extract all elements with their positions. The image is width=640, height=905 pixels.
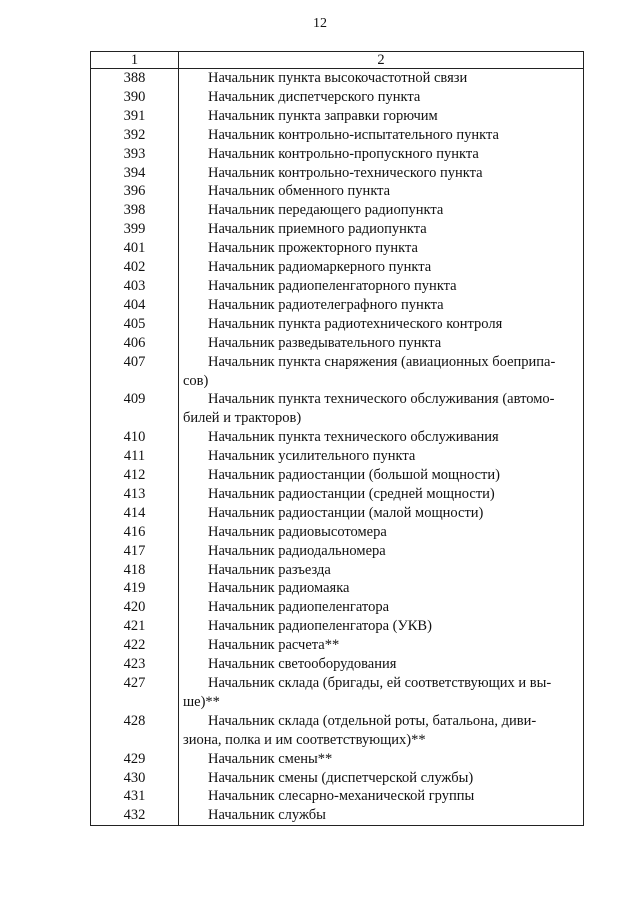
row-title (179, 88, 584, 107)
row-code: 392 (91, 126, 179, 145)
row-code: 421 (91, 617, 179, 636)
row-title (179, 220, 584, 239)
table-row (91, 164, 584, 183)
row-code: 394 (91, 164, 179, 183)
table-row (91, 750, 584, 769)
title-line: Начальник радиопеленгаторного пункта (208, 277, 457, 294)
row-title (179, 561, 584, 580)
table-row (91, 617, 584, 636)
table-row (91, 769, 584, 788)
table-row (91, 126, 584, 145)
title-line: Начальник радиомаяка (208, 580, 350, 597)
row-title (179, 447, 584, 466)
table-row (91, 107, 584, 126)
title-continuation-line: ше)** (183, 693, 220, 710)
title-line: Начальник передающего радиопункта (208, 202, 444, 219)
row-title (179, 806, 584, 825)
title-line: Начальник радиостанции (малой мощности) (208, 504, 484, 521)
title-line: Начальник расчета** (208, 637, 340, 654)
row-title (179, 542, 584, 561)
table-row (91, 712, 584, 750)
row-title (179, 239, 584, 258)
row-code: 428 (91, 712, 179, 750)
title-line: Начальник контрольно-пропускного пункта (208, 145, 479, 162)
table-row (91, 598, 584, 617)
row-code: 396 (91, 182, 179, 201)
title-line: Начальник радиопеленгатора (208, 599, 390, 616)
table-row (91, 220, 584, 239)
row-title (179, 579, 584, 598)
title-line: Начальник радиовысотомера (208, 523, 387, 540)
title-line: Начальник радиотелеграфного пункта (208, 296, 444, 313)
row-code: 406 (91, 334, 179, 353)
row-title (179, 164, 584, 183)
row-code: 403 (91, 277, 179, 296)
table-row (91, 674, 584, 712)
title-continuation-line: сов) (183, 372, 209, 389)
row-title (179, 485, 584, 504)
title-line: Начальник смены** (208, 750, 333, 767)
table-row (91, 561, 584, 580)
row-code: 398 (91, 201, 179, 220)
table-row (91, 485, 584, 504)
row-title (179, 353, 584, 391)
title-line: Начальник радиомаркерного пункта (208, 259, 432, 276)
title-line: Начальник разведывательного пункта (208, 334, 442, 351)
title-line: Начальник службы (208, 807, 326, 824)
title-line: Начальник светооборудования (208, 656, 397, 673)
table-row (91, 201, 584, 220)
row-code: 410 (91, 428, 179, 447)
row-title (179, 126, 584, 145)
row-code: 390 (91, 88, 179, 107)
title-line: Начальник обменного пункта (208, 183, 391, 200)
title-continuation-line: билей и тракторов) (183, 410, 302, 427)
title-line: Начальник радиостанции (большой мощности) (208, 467, 500, 484)
row-code: 423 (91, 655, 179, 674)
title-line: Начальник радиопеленгатора (УКВ) (208, 618, 432, 635)
table-row (91, 542, 584, 561)
row-code: 411 (91, 447, 179, 466)
row-code: 431 (91, 787, 179, 806)
row-title (179, 466, 584, 485)
row-title (179, 277, 584, 296)
row-code: 420 (91, 598, 179, 617)
row-code: 404 (91, 296, 179, 315)
row-code: 399 (91, 220, 179, 239)
table-row (91, 353, 584, 391)
row-code: 393 (91, 145, 179, 164)
row-title (179, 523, 584, 542)
row-title (179, 769, 584, 788)
row-title (179, 315, 584, 334)
title-line: Начальник прожекторного пункта (208, 240, 418, 257)
row-code: 418 (91, 561, 179, 580)
table-row (91, 296, 584, 315)
row-code: 413 (91, 485, 179, 504)
row-title (179, 787, 584, 806)
table-row (91, 239, 584, 258)
column-header-2: 2 (179, 52, 584, 69)
column-header-1: 1 (91, 52, 179, 69)
row-title (179, 655, 584, 674)
title-line: Начальник пункта радиотехнического контроля (208, 315, 503, 332)
row-code: 427 (91, 674, 179, 712)
page-number: 12 (313, 16, 327, 31)
row-code: 391 (91, 107, 179, 126)
title-line: Начальник пункта заправки горючим (208, 107, 438, 124)
table-row (91, 88, 584, 107)
row-title (179, 201, 584, 220)
title-line: Начальник диспетчерского пункта (208, 88, 421, 105)
row-title (179, 145, 584, 164)
row-code: 405 (91, 315, 179, 334)
title-line: Начальник разъезда (208, 561, 331, 578)
row-title (179, 712, 584, 750)
title-continuation-line: зиона, полка и им соответствующих)** (183, 731, 426, 748)
row-code: 422 (91, 636, 179, 655)
table-row (91, 447, 584, 466)
title-line: Начальник пункта технического обслуживания (208, 429, 499, 446)
title-line: Начальник пункта технического обслуживания (автомо- (208, 391, 555, 408)
row-code: 402 (91, 258, 179, 277)
row-title (179, 296, 584, 315)
title-line: Начальник смены (диспетчерской службы) (208, 769, 474, 786)
table-header-row (91, 52, 584, 69)
title-line: Начальник контрольно-технического пункта (208, 164, 483, 181)
table-row (91, 636, 584, 655)
row-title (179, 107, 584, 126)
row-code: 407 (91, 353, 179, 391)
row-title (179, 598, 584, 617)
row-title (179, 69, 584, 88)
positions-table (90, 51, 584, 826)
table-row (91, 145, 584, 164)
row-code: 430 (91, 769, 179, 788)
row-code: 409 (91, 390, 179, 428)
title-line: Начальник склада (отдельной роты, батальона, диви- (208, 712, 537, 729)
row-code: 417 (91, 542, 179, 561)
row-title (179, 182, 584, 201)
row-title (179, 258, 584, 277)
table-row (91, 523, 584, 542)
title-line: Начальник радиостанции (средней мощности) (208, 485, 495, 502)
title-line: Начальник контрольно-испытательного пункта (208, 126, 499, 143)
row-title (179, 504, 584, 523)
row-code: 414 (91, 504, 179, 523)
row-code: 388 (91, 69, 179, 88)
table-row (91, 504, 584, 523)
table-body (91, 69, 584, 826)
table-row (91, 579, 584, 598)
table-row (91, 466, 584, 485)
table-row (91, 258, 584, 277)
row-title (179, 334, 584, 353)
table-row (91, 315, 584, 334)
table-row (91, 390, 584, 428)
row-title (179, 674, 584, 712)
table-row (91, 806, 584, 825)
table-row (91, 334, 584, 353)
row-title (179, 390, 584, 428)
table-row (91, 277, 584, 296)
title-line: Начальник приемного радиопункта (208, 221, 427, 238)
table-row (91, 787, 584, 806)
table-row (91, 428, 584, 447)
title-line: Начальник склада (бригады, ей соответствующих и вы- (208, 675, 552, 691)
row-title (179, 428, 584, 447)
row-title (179, 750, 584, 769)
row-code: 416 (91, 523, 179, 542)
title-line: Начальник радиодальномера (208, 542, 386, 559)
title-line: Начальник слесарно-механической группы (208, 788, 475, 805)
row-title (179, 636, 584, 655)
row-title (179, 617, 584, 636)
row-code: 419 (91, 579, 179, 598)
row-code: 429 (91, 750, 179, 769)
row-code: 401 (91, 239, 179, 258)
row-code: 432 (91, 806, 179, 825)
row-code: 412 (91, 466, 179, 485)
table-row (91, 182, 584, 201)
title-line: Начальник усилительного пункта (208, 448, 416, 465)
table-row (91, 69, 584, 88)
table-row (91, 655, 584, 674)
title-line: Начальник пункта снаряжения (авиационных боеприпа- (208, 353, 556, 370)
title-line: Начальник пункта высокочастотной связи (208, 70, 468, 86)
